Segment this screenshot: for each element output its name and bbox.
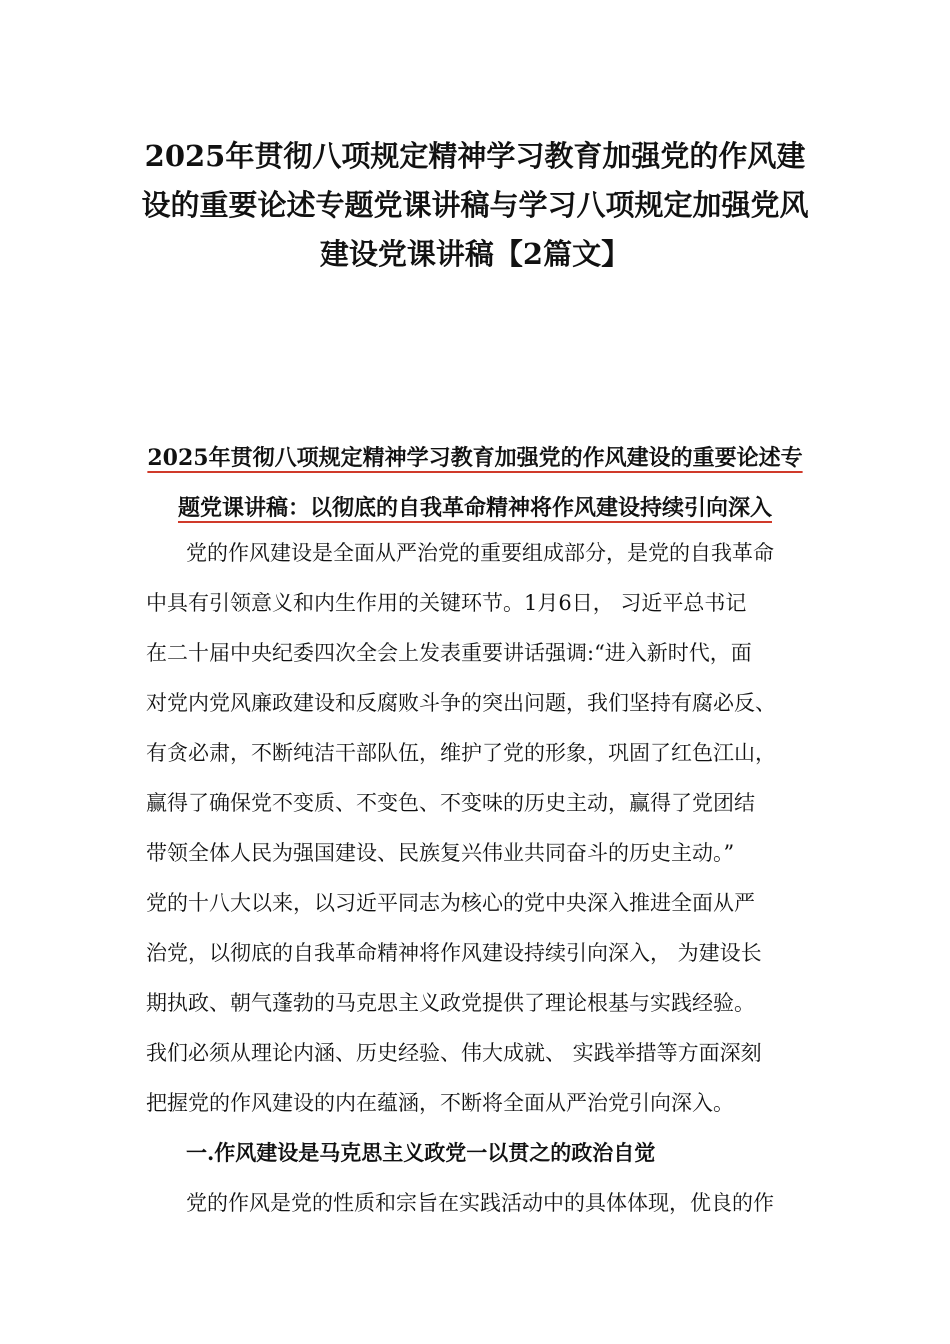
body-line: 党的作风建设是全面从严治党的重要组成部分，是党的自我革命 xyxy=(186,541,774,565)
body-line-last: 党的作风是党的性质和宗旨在实践活动中的具体体现，优良的作 xyxy=(186,1191,774,1215)
document-title xyxy=(100,132,850,279)
body-line: 有贪必肃，不断纯洁干部队伍，维护了党的形象，巩固了红色江山， xyxy=(146,741,776,765)
body-line: 期执政、朝气蓬勃的马克思主义政党提供了理论根基与实践经验。 xyxy=(146,991,755,1015)
title-line-1: 2025年贯彻八项规定精神学习教育加强党的作风建 xyxy=(144,139,806,173)
body-line: 党的十八大以来，以习近平同志为核心的党中央深入推进全面从严 xyxy=(146,891,755,915)
body-line: 中具有引领意义和内生作用的关键环节。1月6日， 习近平总书记 xyxy=(146,591,747,615)
section-title-line-1: 2025年贯彻八项规定精神学习教育加强党的作风建设的重要论述专 xyxy=(147,445,803,471)
body-line: 赢得了确保党不变质、不变色、不变味的历史主动，赢得了党团结 xyxy=(146,791,755,815)
body-line: 我们必须从理论内涵、历史经验、伟大成就、 实践举措等方面深刻 xyxy=(146,1041,762,1065)
section-title-line-2: 题党课讲稿：以彻底的自我革命精神将作风建设持续引向深入 xyxy=(177,495,772,521)
body-line: 在二十届中央纪委四次全会上发表重要讲话强调:“进入新时代，面 xyxy=(146,641,752,665)
body-line: 治党，以彻底的自我革命精神将作风建设持续引向深入， 为建设长 xyxy=(146,941,762,965)
title-line-2: 设的重要论述专题党课讲稿与学习八项规定加强党风 xyxy=(141,188,809,222)
body-line: 把握党的作风建设的内在蕴涵，不断将全面从严治党引向深入。 xyxy=(146,1091,734,1115)
subheading: 一.作风建设是马克思主义政党一以贯之的政治自觉 xyxy=(186,1140,656,1165)
body-line: 带领全体人民为强国建设、民族复兴伟业共同奋斗的历史主动。” xyxy=(146,841,735,865)
title-line-3: 建设党课讲稿【2篇文】 xyxy=(319,237,631,271)
body-text xyxy=(146,528,826,1228)
section-title xyxy=(100,433,850,533)
body-line: 对党内党风廉政建设和反腐败斗争的突出问题，我们坚持有腐必反、 xyxy=(146,691,776,715)
